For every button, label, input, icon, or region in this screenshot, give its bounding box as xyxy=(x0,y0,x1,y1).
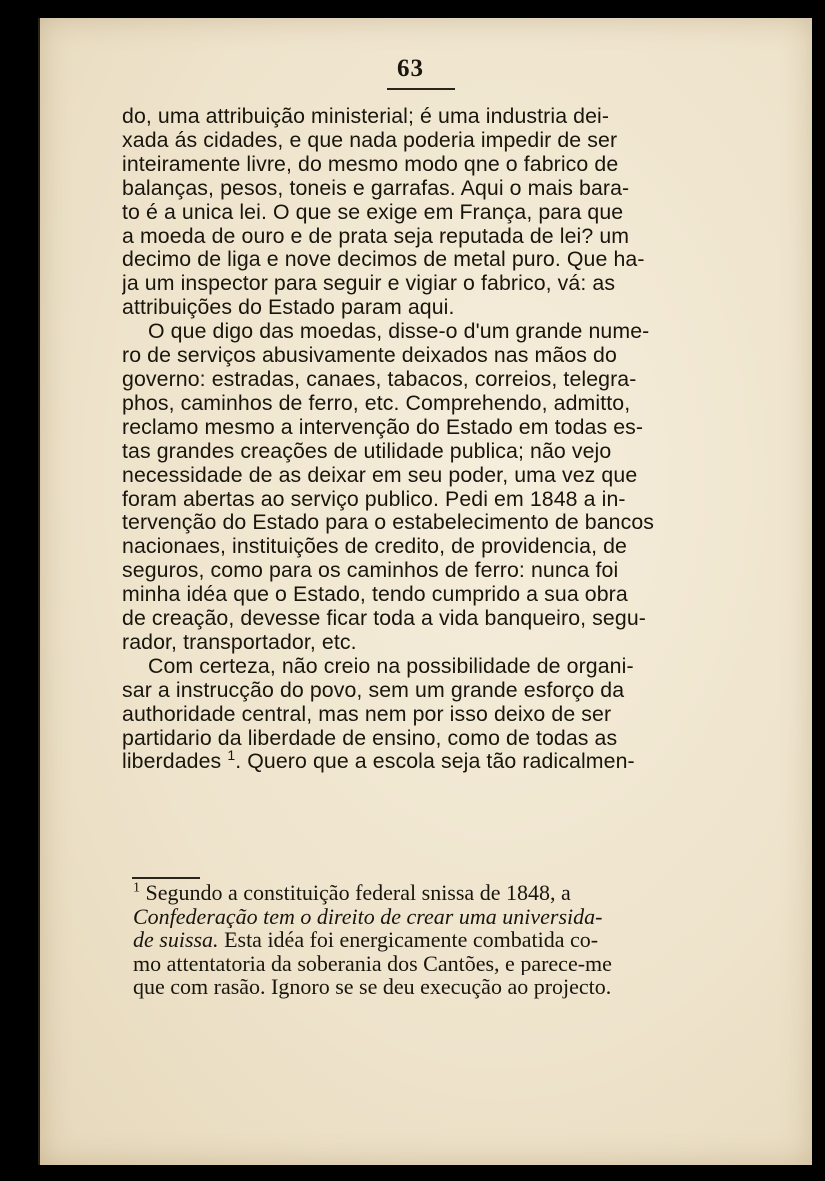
text-line: rador, transportador, etc. xyxy=(122,630,357,654)
text-line: ja um inspector para seguir e vigiar o fabrico, vá: as xyxy=(122,272,616,296)
page-number: 63 xyxy=(397,55,424,82)
text-line: tas grandes creações de utilidade publica; não vejo xyxy=(122,439,612,463)
text-line: minha idéa que o Estado, tendo cumprido a sua obra xyxy=(122,583,628,607)
text-line: xada ás cidades, e que nada poderia impedir de ser xyxy=(122,128,618,152)
text-line: inteiramente livre, do mesmo modo qne o fabrico de xyxy=(122,152,619,176)
footnote-italic-line: Confederação tem o direito de crear uma universida- xyxy=(133,904,603,929)
footnote-text: Segundo a constituição federal snissa de 1848, a xyxy=(145,881,571,905)
footnote-line: que com rasão. Ignoro se se deu execução ao projecto. xyxy=(133,975,612,999)
footnote-text: Esta idéa foi energicamente combatida co- xyxy=(224,928,599,952)
footnote-italic-text: de suissa. xyxy=(133,928,219,952)
footnote-reference: 1 xyxy=(227,750,236,764)
text-line: governo: estradas, canaes, tabacos, correios, telegra- xyxy=(122,367,637,391)
text-line: phos, caminhos de ferro, etc. Comprehendo, admitto, xyxy=(122,391,631,415)
text-line: nacionaes, instituições de credito, de providencia, de xyxy=(122,535,628,559)
text-line: reclamo mesmo a intervenção do Estado em todas es- xyxy=(122,415,644,439)
text-line: seguros, como para os caminhos de ferro: nunca foi xyxy=(122,559,619,583)
text-line: a moeda de ouro e de prata seja reputada de lei? um xyxy=(122,224,630,248)
page-number-rule xyxy=(387,88,455,90)
footnote-line xyxy=(133,881,728,905)
paragraph-start-line: Com certeza, não creio na possibilidade de organi- xyxy=(148,654,634,678)
paragraph-start-line: O que digo das moedas, disse-o d'um grande nume- xyxy=(148,320,650,344)
body-text xyxy=(122,105,714,774)
text-line: balanças, pesos, toneis e garrafas. Aqui o mais bara- xyxy=(122,176,630,200)
text-line: do, uma attribuição ministerial; é uma industria dei- xyxy=(122,105,610,128)
text-line: tervenção do Estado para o estabelecimento de bancos xyxy=(122,511,655,535)
text-line: to é a unica lei. O que se exige em França, para que xyxy=(122,200,624,224)
footnote-marker: 1 xyxy=(133,881,140,896)
text-fragment: liberdades xyxy=(122,750,222,774)
text-line: necessidade de as deixar em seu poder, uma vez que xyxy=(122,463,638,487)
text-line: authoridade central, mas nem por isso deixo de ser xyxy=(122,702,612,726)
footnote-line xyxy=(133,928,728,952)
text-line: ro de serviços abusivamente deixados nas mãos do xyxy=(122,344,617,368)
text-line: attribuições do Estado param aqui. xyxy=(122,296,455,320)
text-line: partidario da liberdade de ensino, como de todas as xyxy=(122,726,618,750)
text-line: sar a instrucção do povo, sem um grande esforço da xyxy=(122,678,625,702)
text-fragment: Quero que a escola seja tão radicalmen- xyxy=(247,750,635,774)
footnote-rule xyxy=(132,877,200,879)
text-line: decimo de liga e nove decimos de metal puro. Que ha- xyxy=(122,248,645,272)
text-line-with-footnote: liberdades $^1$. Quero que a escola seja tão radicalmen- xyxy=(122,750,714,774)
footnote xyxy=(133,881,728,999)
text-line: foram abertas ao serviço publico. Pedi em 1848 a in- xyxy=(122,487,626,511)
text-line: de creação, devesse ficar toda a vida banqueiro, segu- xyxy=(122,607,646,631)
footnote-line: mo attentatoria da soberania dos Cantões, e parece-me xyxy=(133,951,612,976)
